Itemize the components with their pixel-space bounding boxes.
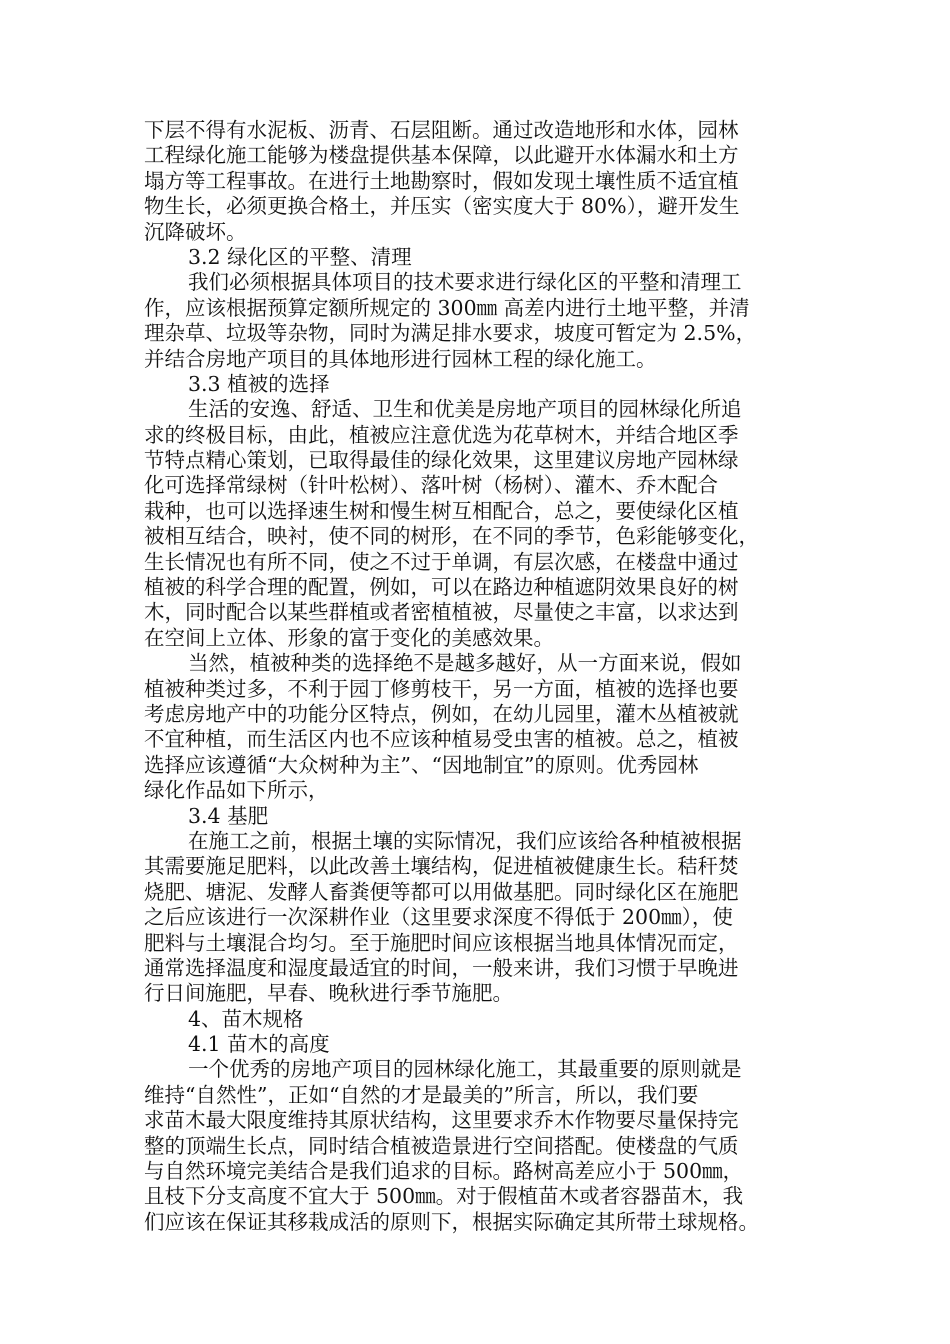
text-line: 作，应该根据预算定额所规定的 300㎜ 高差内进行土地平整，并清: [144, 295, 750, 320]
text-line: 肥料与土壤混合均匀。至于施肥时间应该根据当地具体情况而定，: [144, 930, 739, 955]
text-line: 木，同时配合以某些群植或者密植植被，尽量使之丰富，以求达到: [144, 600, 739, 625]
text-line: 考虑房地产中的功能分区特点，例如，在幼儿园里，灌木丛植被就: [144, 701, 739, 726]
text-line: 被相互结合，映衬，使不同的树形，在不同的季节，色彩能够变化，: [144, 524, 759, 549]
text-line: 4、苗木规格: [188, 1006, 304, 1031]
text-line: 其需要施足肥料，以此改善土壤结构，促进植被健康生长。秸秆焚: [144, 854, 739, 879]
text-line: 并结合房地产项目的具体地形进行园林工程的绿化施工。: [144, 346, 657, 371]
text-line: 之后应该进行一次深耕作业（这里要求深度不得低于 200㎜），使: [144, 905, 733, 930]
text-line: 生长情况也有所不同，使之不过于单调，有层次感，在楼盘中通过: [144, 549, 739, 574]
text-line: 当然，植被种类的选择绝不是越多越好，从一方面来说，假如: [188, 651, 742, 676]
text-line: 物生长，必须更换合格土，并压实（密实度大于 80%），避开发生: [144, 194, 740, 219]
text-line: 一个优秀的房地产项目的园林绿化施工，其最重要的原则就是: [188, 1057, 742, 1082]
text-line: 工程绿化施工能够为楼盘提供基本保障，以此避开水体漏水和土方: [144, 143, 739, 168]
document-page: [144, 118, 812, 1235]
text-line: 在施工之前，根据土壤的实际情况，我们应该给各种植被根据: [188, 828, 742, 853]
text-line: 生活的安逸、舒适、卫生和优美是房地产项目的园林绿化所追: [188, 397, 742, 422]
text-line: 栽种，也可以选择速生树和慢生树互相配合，总之，要使绿化区植: [144, 498, 739, 523]
text-line: 在空间上立体、形象的富于变化的美感效果。: [144, 625, 554, 650]
text-line: 植被的科学合理的配置，例如，可以在路边种植遮阴效果良好的树: [144, 575, 739, 600]
text-line: 求苗木最大限度维持其原状结构，这里要求乔木作物要尽量保持完: [144, 1108, 739, 1133]
text-line: 且枝下分支高度不宜大于 500㎜。对于假植苗木或者容器苗木，我: [144, 1184, 744, 1209]
text-line: 维持“自然性”，正如“自然的才是最美的”所言，所以，我们要: [144, 1082, 699, 1107]
text-line: 4.1 苗木的高度: [188, 1032, 330, 1057]
text-line: 下层不得有水泥板、沥青、石层阻断。通过改造地形和水体，园林: [144, 118, 739, 142]
text-line: 不宜种植，而生活区内也不应该种植易受虫害的植被。总之，植被: [144, 727, 739, 752]
text-line: 植被种类过多，不利于园丁修剪枝干，另一方面，植被的选择也要: [144, 676, 739, 701]
text-line: 塌方等工程事故。在进行土地勘察时，假如发现土壤性质不适宜植: [144, 168, 739, 193]
text-line: 3.3 植被的选择: [188, 371, 330, 396]
text-line: 们应该在保证其移栽成活的原则下，根据实际确定其所带土球规格。: [144, 1209, 759, 1234]
text-line: 沉降破坏。: [144, 219, 247, 244]
text-line: 理杂草、垃圾等杂物，同时为满足排水要求，坡度可暂定为 2.5%，: [144, 321, 757, 346]
text-line: 整的顶端生长点，同时结合植被造景进行空间搭配。使楼盘的气质: [144, 1133, 739, 1158]
text-line: 绿化作品如下所示，: [144, 778, 329, 803]
text-line: 与自然环境完美结合是我们追求的目标。路树高差应小于 500㎜，: [144, 1159, 744, 1184]
text-line: 3.2 绿化区的平整、清理: [188, 244, 412, 269]
text-line: 节特点精心策划，已取得最佳的绿化效果，这里建议房地产园林绿: [144, 448, 739, 473]
text-line: 行日间施肥，早春、晚秋进行季节施肥。: [144, 981, 513, 1006]
text-line: 烧肥、塘泥、发酵人畜粪便等都可以用做基肥。同时绿化区在施肥: [144, 879, 739, 904]
text-line: 通常选择温度和湿度最适宜的时间，一般来讲，我们习惯于早晚进: [144, 955, 739, 980]
text-line: 3.4 基肥: [188, 803, 269, 828]
text-line: 选择应该遵循“大众树种为主”、“因地制宜”的原则。优秀园林: [144, 752, 699, 777]
text-line: 求的终极目标，由此，植被应注意优选为花草树木，并结合地区季: [144, 422, 739, 447]
text-line: 我们必须根据具体项目的技术要求进行绿化区的平整和清理工: [188, 270, 742, 295]
text-line: 化可选择常绿树（针叶松树）、落叶树（杨树）、灌木、乔木配合: [144, 473, 718, 498]
